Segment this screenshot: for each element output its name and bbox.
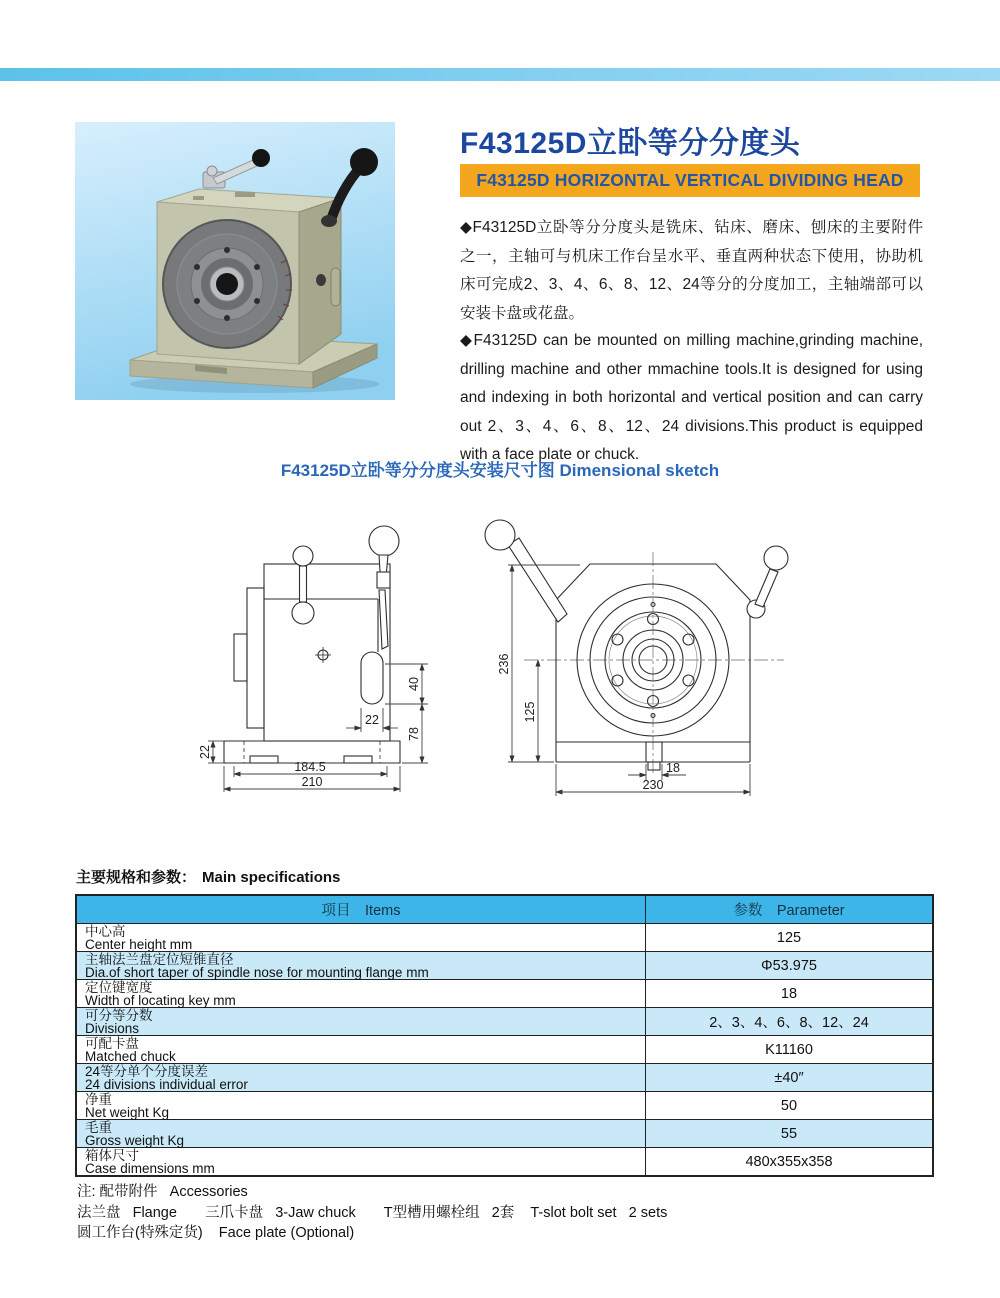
side-dim-inner-width: 184.5: [294, 760, 326, 774]
specs-title-en: Main specifications: [202, 869, 341, 886]
spec-value-cell: 480x355x358: [645, 1148, 932, 1175]
spec-item-cell: 24等分单个分度误差 24 divisions individual error: [85, 1063, 248, 1092]
side-dim-slot-height: 40: [407, 677, 421, 691]
front-dim-key-width: 18: [666, 761, 680, 775]
spec-table: [75, 894, 934, 1177]
spec-table-header-row: [77, 896, 932, 923]
note-face-plate: 圆工作台(特殊定货) Face plate (Optional): [77, 1225, 355, 1241]
spec-table-body: [77, 923, 932, 1175]
spec-item-cell: 可分等分数 Divisions: [85, 1007, 153, 1036]
side-dim-slot-width: 22: [365, 713, 379, 727]
spec-value-cell: 2、3、4、6、8、12、24: [645, 1008, 932, 1035]
side-dim-foot-height: 22: [198, 745, 212, 759]
spec-item-cell: 箱体尺寸 Case dimensions mm: [85, 1147, 215, 1176]
spec-value-cell: K11160: [645, 1036, 932, 1063]
spec-header-parameter: 参数 Parameter: [645, 896, 932, 923]
spec-item-cell: 毛重 Gross weight Kg: [85, 1119, 185, 1148]
spec-row-locating-key: [77, 979, 932, 1007]
sketch-title: F43125D立卧等分分度头安装尺寸图 Dimensional sketch: [280, 461, 720, 480]
spec-row-case-dimensions: [77, 1147, 932, 1175]
dividing-head-illustration: [75, 122, 395, 400]
page-title: F43125D立卧等分分度头: [460, 127, 801, 160]
spec-row-individual-error: [77, 1063, 932, 1091]
spec-header-items: 项目 Items: [321, 903, 401, 919]
front-dim-base-width: 230: [642, 778, 664, 792]
spec-item-cell: 可配卡盘 Matched chuck: [85, 1035, 176, 1064]
front-view-drawing: [468, 512, 798, 812]
spec-row-matched-chuck: [77, 1035, 932, 1063]
side-dim-total-width: 210: [301, 775, 323, 789]
top-accent-bar: [0, 68, 1000, 81]
side-dim-base-height: 78: [407, 727, 421, 741]
note-accessories: 注: 配带附件 Accessories: [77, 1184, 248, 1200]
product-photo: [75, 122, 395, 400]
spec-item-cell: 主轴法兰盘定位短锥直径 Dia.of short taper of spindle nose for mounting flange mm: [85, 951, 429, 980]
spec-row-spindle-taper: [77, 951, 932, 979]
spec-value-cell: 18: [645, 980, 932, 1007]
spec-row-net-weight: [77, 1091, 932, 1119]
description-zh: ◆F43125D立卧等分分度头是铣床、钻床、磨床、刨床的主要附件之一，主轴可与机床工作台呈水平、垂直两种状态下使用，协助机床可完成2、3、4、6、8、12、24等分的分度加工，主轴端部可以安装卡盘或花盘。: [460, 219, 923, 322]
note-accessory-list: 法兰盘 Flange 三爪卡盘 3-Jaw chuck T型槽用螺栓组 2套 T-slot bolt set 2 sets: [77, 1205, 668, 1221]
specs-title-zh: 主要规格和参数：: [76, 869, 197, 886]
spec-row-gross-weight: [77, 1119, 932, 1147]
title-banner: [460, 164, 920, 197]
front-dim-total-height: 236: [497, 653, 511, 675]
spec-item-cell: 定位键宽度 Width of locating key mm: [85, 979, 236, 1008]
spec-row-center-height: [77, 923, 932, 951]
spec-value-cell: 125: [645, 924, 932, 951]
front-dim-center-height: 125: [523, 701, 537, 723]
spec-item-cell: 净重 Net weight Kg: [85, 1091, 170, 1120]
side-view-drawing: [182, 516, 462, 816]
spec-value-cell: 55: [645, 1120, 932, 1147]
spec-item-cell: 中心高 Center height mm: [85, 923, 193, 952]
spec-value-cell: 50: [645, 1092, 932, 1119]
spec-value-cell: ±40″: [645, 1064, 932, 1091]
spec-row-divisions: [77, 1007, 932, 1035]
title-banner-label: F43125D HORIZONTAL VERTICAL DIVIDING HEAD: [476, 170, 904, 190]
specs-section-title: [76, 866, 340, 887]
description-en: ◆F43125D can be mounted on milling machine,grinding machine, drilling machine and other mmachine tools.It is designed for using and indexing in both horizontal and vertical position and can carry out 2、3、4、6、8、12、24 divisions.This product is equipped with a face plate or chuck.: [460, 332, 923, 463]
spec-value-cell: Φ53.975: [645, 952, 932, 979]
